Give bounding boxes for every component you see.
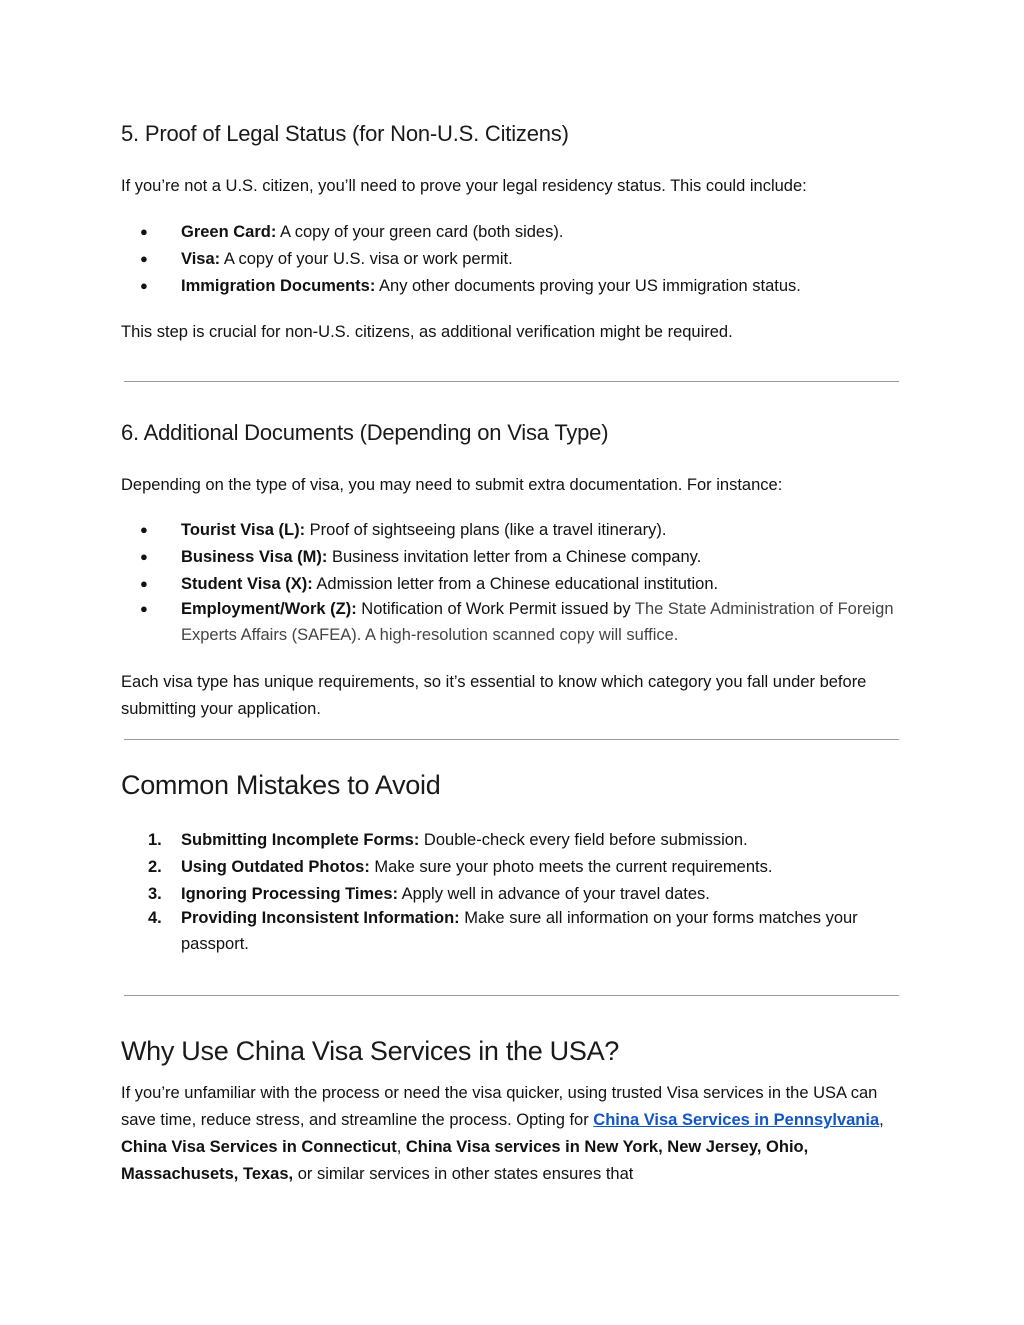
item-text: Notification of Work Permit issued by <box>356 600 635 618</box>
item-number: 4. <box>148 909 162 927</box>
divider <box>124 739 899 740</box>
why-text-end: or similar services in other states ensures that <box>293 1165 634 1183</box>
item-text-gray: The State Administration of Foreign Experts Affairs (SAFEA). A high-resolution scanned copy will suffice. <box>181 600 894 644</box>
section-5-intro: If you’re not a U.S. citizen, you’ll need to prove your legal residency status. This could include: <box>121 177 807 195</box>
item-number: 2. <box>148 858 162 876</box>
separator: , <box>396 1138 406 1156</box>
item-text: Make sure your photo meets the current requirements. <box>369 858 773 876</box>
item-label: Ignoring Processing Times: <box>181 885 398 903</box>
section-5-outro: This step is crucial for non-U.S. citizens, as additional verification might be required. <box>121 323 733 341</box>
list-item <box>140 517 901 543</box>
list-item <box>140 273 901 299</box>
bullet-icon: ● <box>140 224 148 239</box>
divider <box>124 381 899 382</box>
why-bold-connecticut: China Visa Services in Connecticut <box>121 1138 397 1156</box>
item-label: Green Card: <box>181 223 277 241</box>
item-text: Admission letter from a Chinese educational institution. <box>312 575 719 593</box>
item-text: Apply well in advance of your travel dates. <box>398 885 710 903</box>
section-6-intro: Depending on the type of visa, you may need to submit extra documentation. For instance: <box>121 476 783 494</box>
item-label: Business Visa (M): <box>181 548 328 566</box>
item-text: A copy of your green card (both sides). <box>276 223 564 241</box>
item-label: Submitting Incomplete Forms: <box>181 831 420 849</box>
section-6-outro: Each visa type has unique requirements, so it’s essential to know which category you fall under before submitting your application. <box>121 673 867 718</box>
separator: , <box>879 1111 884 1129</box>
item-label: Tourist Visa (L): <box>181 521 306 539</box>
item-label: Immigration Documents: <box>181 277 376 295</box>
bullet-icon: ● <box>140 278 148 293</box>
bullet-icon: ● <box>140 522 148 537</box>
item-text: Any other documents proving your US immigration status. <box>375 277 801 295</box>
item-number: 1. <box>148 831 162 849</box>
item-label: Visa: <box>181 250 221 268</box>
item-text: Double-check every field before submission. <box>419 831 748 849</box>
why-heading: Why Use China Visa Services in the USA? <box>121 1036 620 1066</box>
item-number: 3. <box>148 885 162 903</box>
section-6-heading: 6. Additional Documents (Depending on Visa Type) <box>121 420 609 445</box>
item-label: Student Visa (X): <box>181 575 313 593</box>
list-item <box>148 827 901 853</box>
list-item <box>148 905 901 957</box>
item-text: A copy of your U.S. visa or work permit. <box>220 250 513 268</box>
list-item <box>140 544 901 570</box>
item-text: Proof of sightseeing plans (like a travel itinerary). <box>305 521 667 539</box>
list-item <box>140 571 901 597</box>
divider <box>124 995 899 996</box>
bullet-icon: ● <box>140 549 148 564</box>
list-item <box>140 596 901 648</box>
item-label: Using Outdated Photos: <box>181 858 370 876</box>
why-text: If you’re unfamiliar with the process or need the visa quicker, using trusted Visa services in the USA can save time, reduce stress, and streamline the process. Opting for <box>121 1084 878 1129</box>
bullet-icon: ● <box>140 251 148 266</box>
item-label: Employment/Work (Z): <box>181 600 357 618</box>
bullet-icon: ● <box>140 601 148 616</box>
list-item <box>148 881 901 907</box>
why-bold-states: China Visa services in New York, New Jersey, Ohio, Massachusets, Texas, <box>121 1138 809 1183</box>
item-text: Business invitation letter from a Chinese company. <box>327 548 702 566</box>
why-paragraph <box>121 1080 901 1188</box>
list-item <box>140 219 901 245</box>
item-label: Providing Inconsistent Information: <box>181 909 460 927</box>
item-text: Make sure all information on your forms matches your passport. <box>181 909 858 953</box>
list-item <box>140 246 901 272</box>
bullet-icon: ● <box>140 576 148 591</box>
mistakes-heading: Common Mistakes to Avoid <box>121 770 441 800</box>
china-visa-pennsylvania-link[interactable]: China Visa Services in Pennsylvania <box>593 1111 880 1129</box>
section-5-heading: 5. Proof of Legal Status (for Non-U.S. Citizens) <box>121 121 569 146</box>
list-item <box>148 854 901 880</box>
